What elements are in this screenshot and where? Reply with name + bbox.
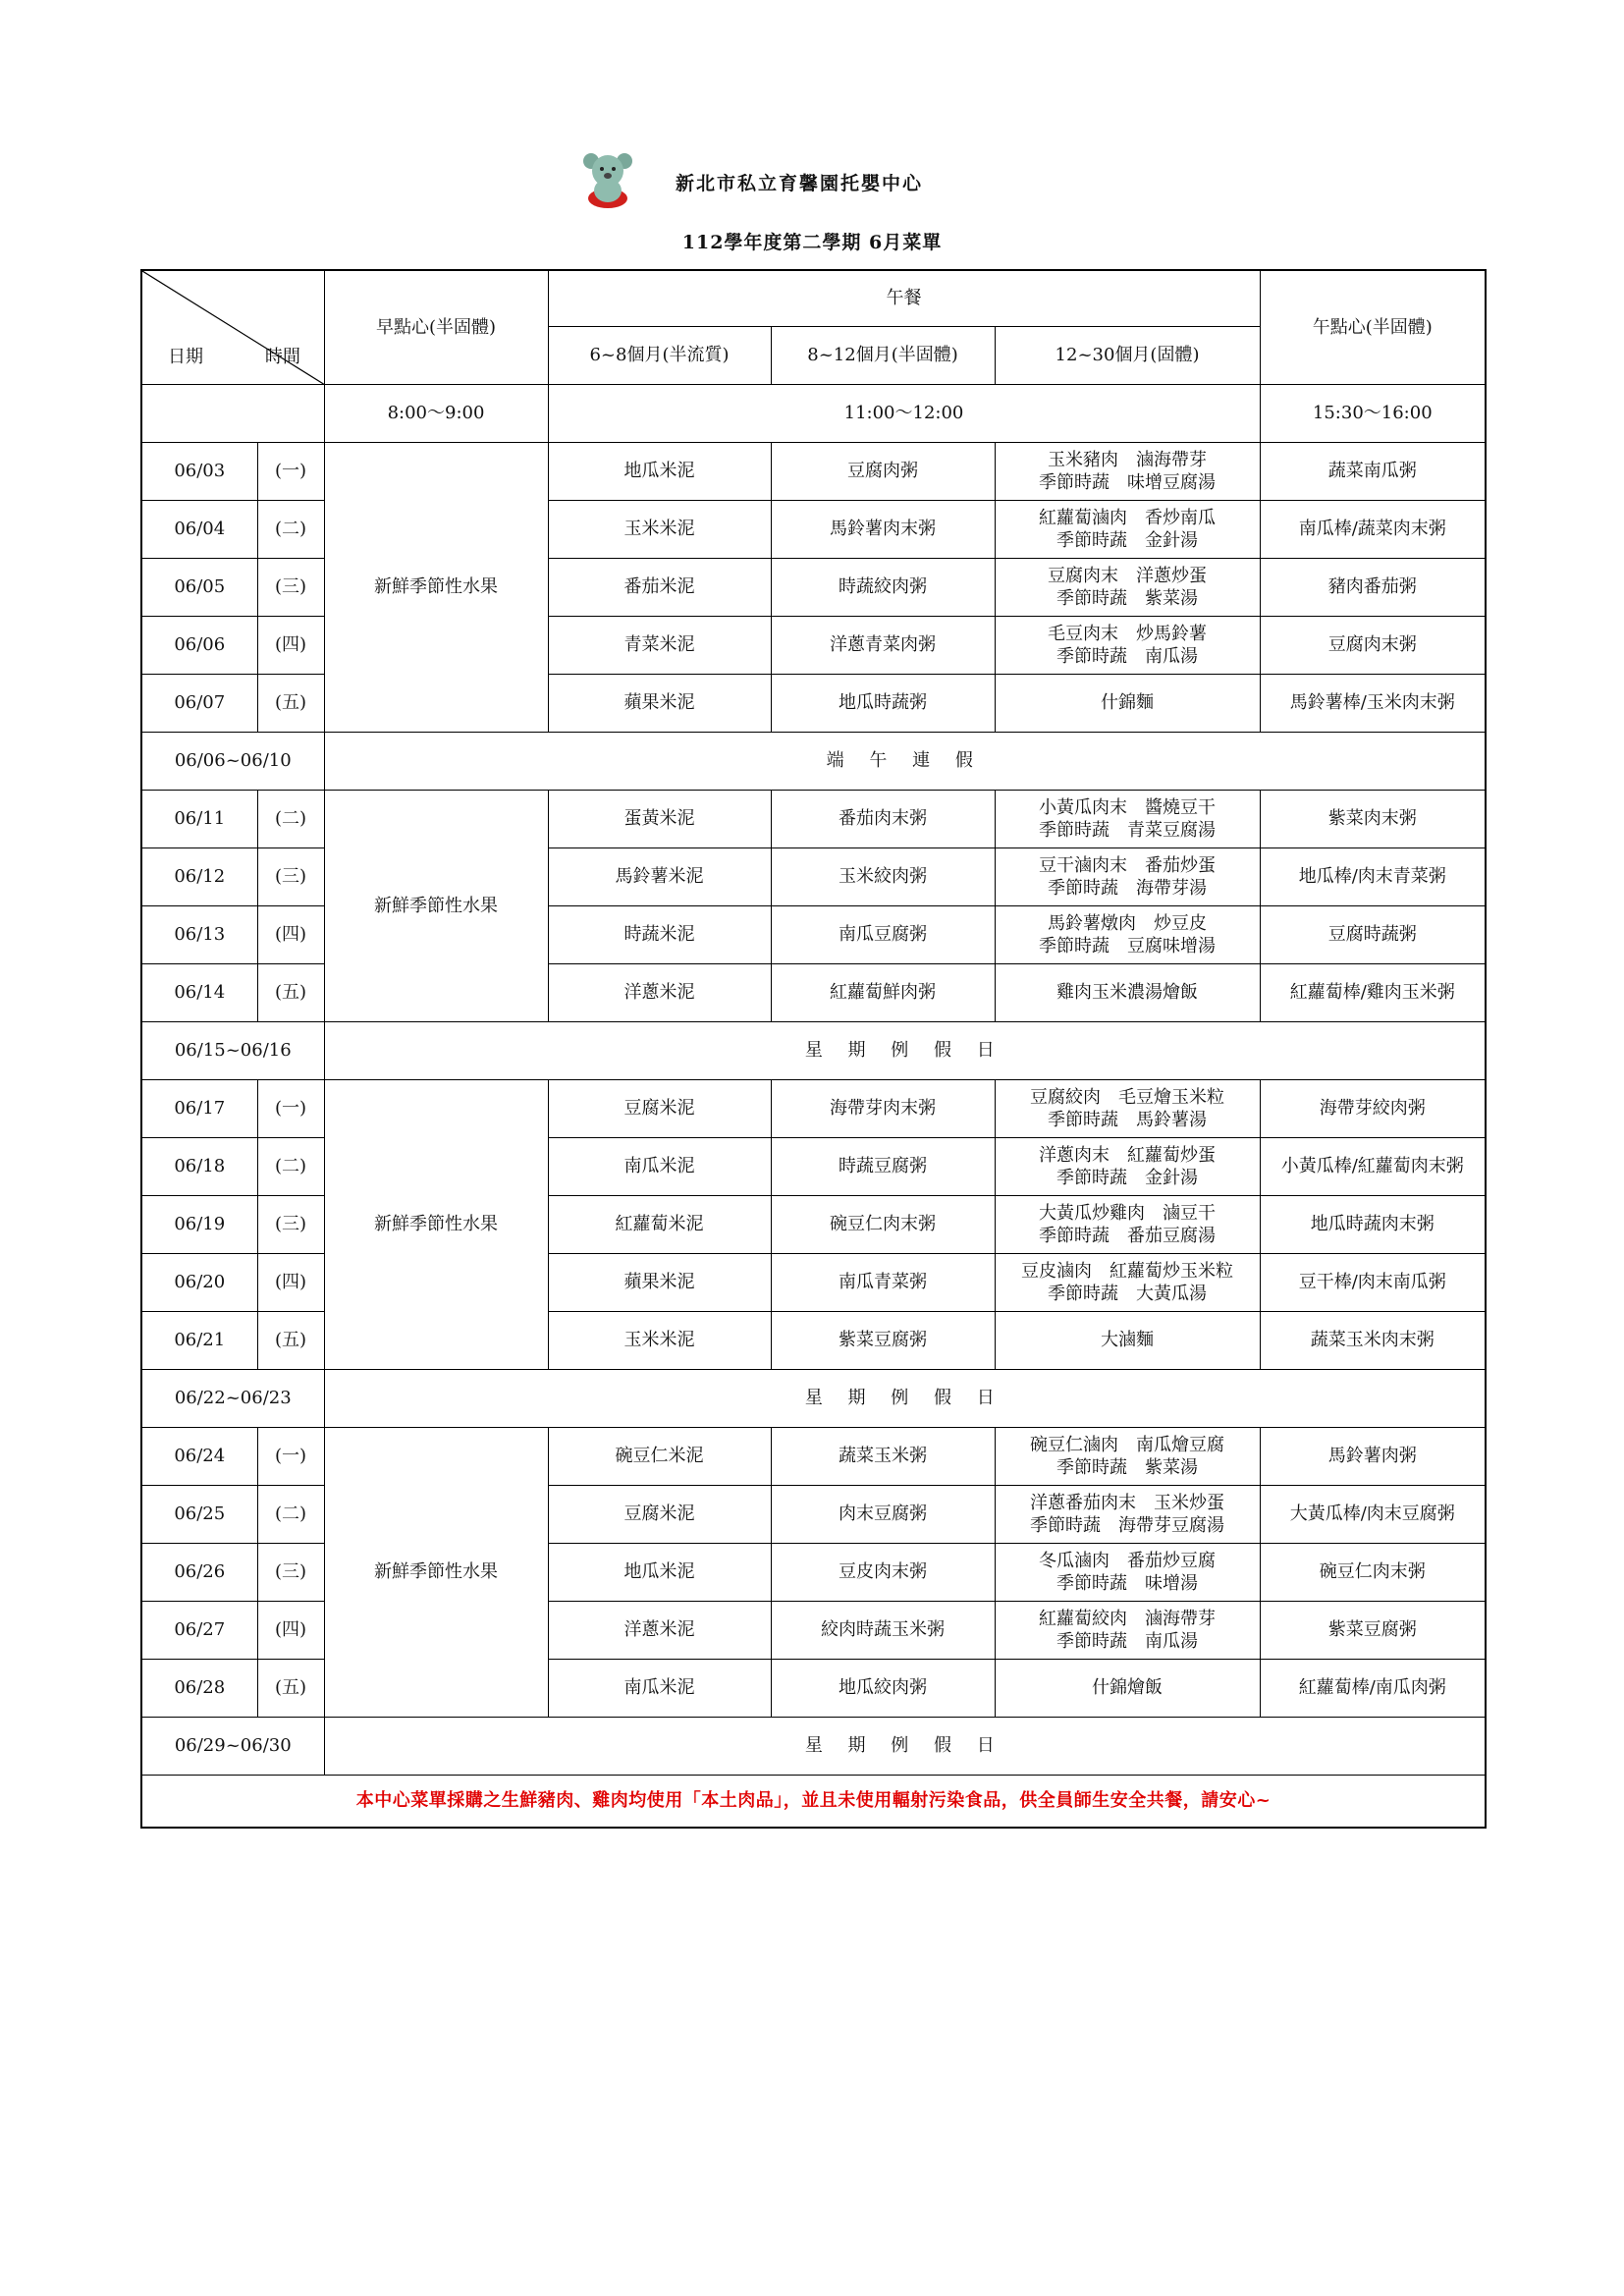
holiday-label: 星 期 例 假 日 [324,1718,1486,1776]
lunch-12-30-cell: 什錦麵 [995,675,1260,733]
lunch-12-30-cell [995,906,1260,964]
afternoon-snack-cell: 海帶芽絞肉粥 [1260,1080,1486,1138]
lunch-main-dishes: 小黃瓜肉末 醬燒豆干 [1039,796,1217,818]
lunch-12-30-cell [995,1544,1260,1602]
lunch-6-8-cell: 玉米米泥 [548,501,771,559]
lunch-6-8-cell: 青菜米泥 [548,617,771,675]
lunch-side-dishes: 季節時蔬 紫菜湯 [1056,1457,1199,1478]
lunch-8-12-cell: 玉米絞肉粥 [771,848,995,906]
weekday-cell: (五) [257,1312,324,1370]
weekday-cell: (四) [257,1254,324,1312]
lunch-12-30-cell [995,1602,1260,1660]
lunch-side-dishes: 季節時蔬 味增豆腐湯 [1039,472,1217,493]
weekday-cell: (二) [257,791,324,848]
lunch-main-dishes: 大黃瓜炒雞肉 滷豆干 [1039,1202,1217,1224]
lunch-6-8-cell: 馬鈴薯米泥 [548,848,771,906]
lunch-side-dishes: 季節時蔬 大黃瓜湯 [1048,1284,1208,1304]
week-3 [141,1080,1486,1370]
afternoon-snack-cell: 地瓜棒/肉末青菜粥 [1260,848,1486,906]
weekday-cell: (三) [257,559,324,617]
holiday-row [141,733,1486,791]
holiday-label: 星 期 例 假 日 [324,1022,1486,1080]
holiday-range: 06/15~06/16 [141,1022,324,1080]
afternoon-snack-cell: 馬鈴薯肉粥 [1260,1428,1486,1486]
lunch-6-8-cell: 洋蔥米泥 [548,1602,771,1660]
lunch-12-30-cell [995,791,1260,848]
lunch-6-8-cell: 紅蘿蔔米泥 [548,1196,771,1254]
lunch-12-30-cell [995,559,1260,617]
date-cell: 06/21 [141,1312,257,1370]
morning-snack-fruit: 新鮮季節性水果 [324,791,548,1022]
lunch-6-8-cell: 南瓜米泥 [548,1660,771,1718]
holiday-range: 06/06~06/10 [141,733,324,791]
lunch-8-12-cell: 海帶芽肉末粥 [771,1080,995,1138]
lunch-8-12-cell: 南瓜豆腐粥 [771,906,995,964]
lunch-8-12-cell: 蔬菜玉米粥 [771,1428,995,1486]
afternoon-snack-cell: 碗豆仁肉末粥 [1260,1544,1486,1602]
afternoon-snack-header: 午點心(半固體) [1260,270,1486,385]
lunch-main-dishes: 玉米豬肉 滷海帶芽 [1048,449,1208,470]
lunch-8-12-cell: 馬鈴薯肉末粥 [771,501,995,559]
week-2 [141,791,1486,1022]
date-cell: 06/04 [141,501,257,559]
lunch-time: 11:00～12:00 [548,385,1260,443]
school-name: 新北市私立育馨園托嬰中心 [676,173,924,194]
lunch-8-12-cell: 時蔬絞肉粥 [771,559,995,617]
date-cell: 06/11 [141,791,257,848]
morning-snack-header: 早點心(半固體) [324,270,548,385]
lunch-main-dishes: 洋蔥番茄肉末 玉米炒蛋 [1030,1492,1225,1513]
afternoon-snack-cell: 豬肉番茄粥 [1260,559,1486,617]
lunch-side-dishes: 季節時蔬 青菜豆腐湯 [1039,820,1217,841]
weekday-cell: (三) [257,1196,324,1254]
afternoon-snack-cell: 蔬菜玉米肉末粥 [1260,1312,1486,1370]
afternoon-snack-cell: 紫菜肉末粥 [1260,791,1486,848]
lunch-6-8-cell: 豆腐米泥 [548,1080,771,1138]
date-cell: 06/06 [141,617,257,675]
weekday-cell: (三) [257,848,324,906]
lunch-side-dishes: 季節時蔬 味增湯 [1056,1573,1199,1594]
afternoon-snack-cell: 蔬菜南瓜粥 [1260,443,1486,501]
date-cell: 06/28 [141,1660,257,1718]
lunch-main-dishes: 豆腐肉末 洋蔥炒蛋 [1048,565,1208,586]
lunch-12-30-cell: 什錦燴飯 [995,1660,1260,1718]
lunch-6-8-cell: 蘋果米泥 [548,1254,771,1312]
lunch-12-30-cell [995,1254,1260,1312]
afternoon-snack-cell: 豆干棒/肉末南瓜粥 [1260,1254,1486,1312]
lunch-side-dishes: 季節時蔬 金針湯 [1056,530,1199,551]
lunch-main-dishes: 碗豆仁滷肉 南瓜燴豆腐 [1030,1434,1225,1455]
lunch-6-8-cell: 南瓜米泥 [548,1138,771,1196]
holiday-row [141,1022,1486,1080]
lunch-12-30-cell [995,1196,1260,1254]
lunch-main-dishes: 冬瓜滷肉 番茄炒豆腐 [1039,1550,1217,1571]
lunch-6-8-cell: 玉米米泥 [548,1312,771,1370]
lunch-6-8-cell: 碗豆仁米泥 [548,1428,771,1486]
lunch-8-12-cell: 絞肉時蔬玉米粥 [771,1602,995,1660]
date-label: 日期 [168,347,203,367]
lunch-main-dishes: 毛豆肉末 炒馬鈴薯 [1048,623,1208,644]
lunch-main-dishes: 紅蘿蔔絞肉 滷海帶芽 [1039,1608,1217,1629]
lunch-main-dishes: 豆皮滷肉 紅蘿蔔炒玉米粒 [1021,1260,1234,1282]
afternoon-snack-cell: 豆腐肉末粥 [1260,617,1486,675]
lunch-side-dishes: 季節時蔬 海帶芽湯 [1048,878,1208,899]
lunch-8-12-cell: 洋蔥青菜肉粥 [771,617,995,675]
afternoon-time: 15:30～16:00 [1260,385,1486,443]
lunch-6-8-header: 6~8個月(半流質) [548,327,771,385]
lunch-12-30-cell [995,1138,1260,1196]
lunch-6-8-cell: 地瓜米泥 [548,443,771,501]
date-cell: 06/12 [141,848,257,906]
week-1 [141,443,1486,733]
lunch-12-30-cell [995,1486,1260,1544]
lunch-6-8-cell: 豆腐米泥 [548,1486,771,1544]
lunch-6-8-cell: 洋蔥米泥 [548,964,771,1022]
lunch-8-12-cell: 時蔬豆腐粥 [771,1138,995,1196]
weekday-cell: (一) [257,1428,324,1486]
date-cell: 06/20 [141,1254,257,1312]
holiday-label: 星 期 例 假 日 [324,1370,1486,1428]
weekday-cell: (三) [257,1544,324,1602]
table-row [141,443,1486,501]
afternoon-snack-cell: 南瓜棒/蔬菜肉末粥 [1260,501,1486,559]
date-cell: 06/27 [141,1602,257,1660]
holiday-row [141,1370,1486,1428]
time-corner-blank [141,385,324,443]
weekday-cell: (一) [257,1080,324,1138]
date-cell: 06/26 [141,1544,257,1602]
holiday-range: 06/22~06/23 [141,1370,324,1428]
lunch-8-12-header: 8~12個月(半固體) [771,327,995,385]
bear-logo-icon [579,149,636,210]
afternoon-snack-cell: 大黃瓜棒/肉末豆腐粥 [1260,1486,1486,1544]
afternoon-snack-cell: 小黃瓜棒/紅蘿蔔肉末粥 [1260,1138,1486,1196]
lunch-12-30-cell [995,501,1260,559]
afternoon-snack-cell: 紅蘿蔔棒/雞肉玉米粥 [1260,964,1486,1022]
lunch-8-12-cell: 豆皮肉末粥 [771,1544,995,1602]
lunch-main-dishes: 紅蘿蔔滷肉 香炒南瓜 [1039,507,1217,528]
holiday-row [141,1718,1486,1776]
weekday-cell: (一) [257,443,324,501]
lunch-8-12-cell: 紫菜豆腐粥 [771,1312,995,1370]
lunch-12-30-cell [995,1428,1260,1486]
lunch-8-12-cell: 肉末豆腐粥 [771,1486,995,1544]
date-cell: 06/07 [141,675,257,733]
date-cell: 06/19 [141,1196,257,1254]
notice-text: 本中心菜單採購之生鮮豬肉、雞肉均使用「本土肉品」，並且未使用輻射污染食品，供全員師生安全共餐，請安心~ [141,1776,1486,1829]
lunch-12-30-cell [995,617,1260,675]
weekday-cell: (五) [257,964,324,1022]
weekday-cell: (二) [257,1486,324,1544]
lunch-6-8-cell: 蛋黃米泥 [548,791,771,848]
morning-snack-fruit: 新鮮季節性水果 [324,443,548,733]
afternoon-snack-cell: 地瓜時蔬肉末粥 [1260,1196,1486,1254]
lunch-8-12-cell: 碗豆仁肉末粥 [771,1196,995,1254]
lunch-header: 午餐 [548,270,1260,327]
morning-time: 8:00～9:00 [324,385,548,443]
lunch-8-12-cell: 南瓜青菜粥 [771,1254,995,1312]
weekday-cell: (二) [257,501,324,559]
date-cell: 06/18 [141,1138,257,1196]
lunch-main-dishes: 豆干滷肉末 番茄炒蛋 [1039,854,1217,876]
afternoon-snack-cell: 馬鈴薯棒/玉米肉末粥 [1260,675,1486,733]
date-cell: 06/03 [141,443,257,501]
afternoon-snack-cell: 豆腐時蔬粥 [1260,906,1486,964]
lunch-side-dishes: 季節時蔬 海帶芽豆腐湯 [1030,1515,1225,1536]
weekday-cell: (四) [257,617,324,675]
lunch-12-30-cell [995,1080,1260,1138]
time-label: 時間 [265,347,300,367]
weekday-cell: (五) [257,675,324,733]
weekday-cell: (四) [257,1602,324,1660]
lunch-side-dishes: 季節時蔬 金針湯 [1056,1168,1199,1188]
lunch-12-30-cell [995,848,1260,906]
lunch-6-8-cell: 地瓜米泥 [548,1544,771,1602]
lunch-side-dishes: 季節時蔬 馬鈴薯湯 [1048,1110,1208,1130]
table-row [141,791,1486,848]
lunch-side-dishes: 季節時蔬 南瓜湯 [1056,1631,1199,1652]
menu-table [140,269,1487,1829]
date-cell: 06/24 [141,1428,257,1486]
lunch-8-12-cell: 地瓜絞肉粥 [771,1660,995,1718]
lunch-6-8-cell: 蘋果米泥 [548,675,771,733]
menu-title: 112學年度第二學期 6月菜單 [681,232,943,253]
lunch-6-8-cell: 時蔬米泥 [548,906,771,964]
lunch-main-dishes: 馬鈴薯燉肉 炒豆皮 [1048,912,1208,934]
lunch-8-12-cell: 紅蘿蔔鮮肉粥 [771,964,995,1022]
weekday-cell: (四) [257,906,324,964]
lunch-side-dishes: 季節時蔬 南瓜湯 [1056,646,1199,667]
date-cell: 06/13 [141,906,257,964]
table-row [141,1428,1486,1486]
lunch-12-30-cell: 大滷麵 [995,1312,1260,1370]
date-cell: 06/05 [141,559,257,617]
lunch-side-dishes: 季節時蔬 豆腐味增湯 [1039,936,1217,957]
lunch-side-dishes: 季節時蔬 番茄豆腐湯 [1039,1226,1217,1246]
lunch-main-dishes: 洋蔥肉末 紅蘿蔔炒蛋 [1039,1144,1217,1166]
lunch-12-30-cell [995,443,1260,501]
date-cell: 06/14 [141,964,257,1022]
lunch-8-12-cell: 地瓜時蔬粥 [771,675,995,733]
lunch-main-dishes: 豆腐絞肉 毛豆燴玉米粒 [1030,1086,1225,1108]
holiday-range: 06/29~06/30 [141,1718,324,1776]
afternoon-snack-cell: 紅蘿蔔棒/南瓜肉粥 [1260,1660,1486,1718]
week-4 [141,1428,1486,1718]
afternoon-snack-cell: 紫菜豆腐粥 [1260,1602,1486,1660]
lunch-side-dishes: 季節時蔬 紫菜湯 [1056,588,1199,609]
table-row [141,1080,1486,1138]
weekday-cell: (二) [257,1138,324,1196]
date-cell: 06/17 [141,1080,257,1138]
lunch-12-30-header: 12~30個月(固體) [995,327,1260,385]
morning-snack-fruit: 新鮮季節性水果 [324,1428,548,1718]
lunch-12-30-cell: 雞肉玉米濃湯燴飯 [995,964,1260,1022]
date-cell: 06/25 [141,1486,257,1544]
date-time-corner [141,270,324,385]
lunch-6-8-cell: 番茄米泥 [548,559,771,617]
morning-snack-fruit: 新鮮季節性水果 [324,1080,548,1370]
lunch-8-12-cell: 豆腐肉粥 [771,443,995,501]
lunch-8-12-cell: 番茄肉末粥 [771,791,995,848]
holiday-label: 端 午 連 假 [324,733,1486,791]
weekday-cell: (五) [257,1660,324,1718]
